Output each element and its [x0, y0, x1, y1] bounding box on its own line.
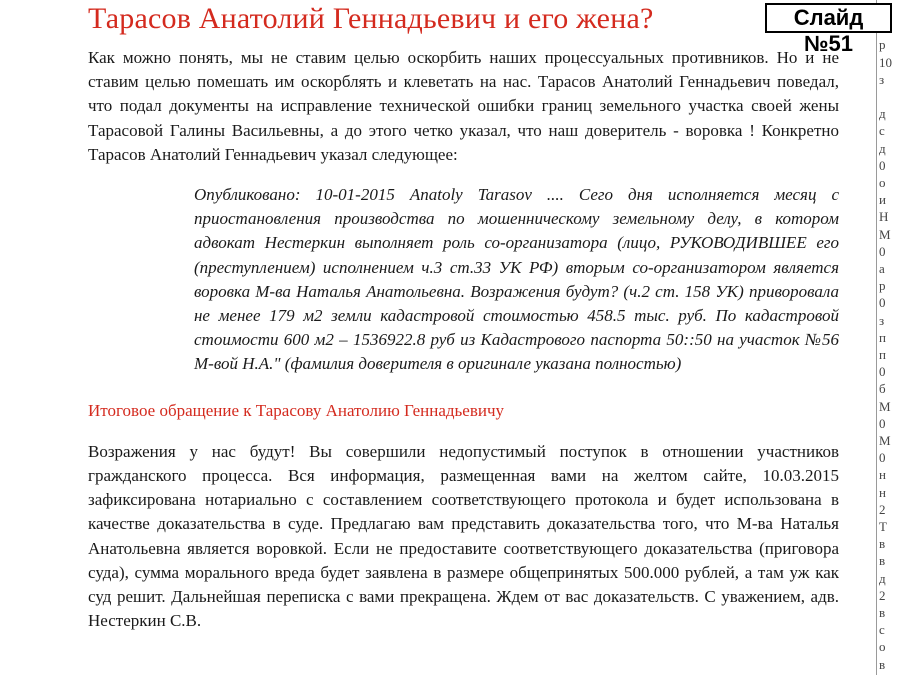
adjacent-page-strip [876, 0, 900, 675]
side-fragment: п [879, 329, 886, 345]
side-fragment: н [879, 484, 886, 500]
intro-paragraph: Как можно понять, мы не ставим целью оскорбить наших процессуальных противников. Но и не ставим целью помешать им оскорблять и клеветать на нас. Тарасов Анатолий Геннадьевич поведал, что подал документы на исправление технической ошибки границ земельного участка своей жены Тарасовой Галины Васильевны, а до этого четко указал, что наш доверитель - воровка ! Конкретно Тарасов Анатолий Геннадьевич указал следующее: [88, 48, 839, 164]
document-body [88, 46, 839, 633]
side-fragment: 2 [879, 501, 886, 517]
side-fragment: 0 [879, 450, 886, 466]
side-fragment: с [879, 123, 885, 139]
final-paragraph: Возражения у нас будут! Вы совершили недопустимый поступок в отношении участников гражданского процесса. Вся информация, размещенная вами на желтом сайте, 10.03.2015 зафиксирована нотариально с составлением соответствующего протокола и будет использована в качестве доказательства в суде. Предлагаю вам представить доказательства того, что М-ва Наталья Анатольевна является воровкой. Если не предоставите соответствующего доказательства (приговора суда), сумма морального вреда будет заявлена в размере общепринятых 500.000 рублей, а там уж как суд решит. Дальнейшая переписка с вами прекращена. Ждем от вас доказательств. С уважением, адв. Нестеркин С.В. [88, 441, 839, 631]
side-fragment: Т [879, 519, 887, 534]
side-fragment: 0 [879, 295, 886, 311]
side-fragment: д [879, 106, 886, 122]
side-fragment: М [879, 433, 891, 448]
side-fragment: в [879, 536, 886, 552]
side-fragment: з [879, 312, 885, 328]
side-fragment: р [879, 278, 886, 294]
side-fragment: в [879, 553, 886, 569]
side-fragment: 2 [879, 587, 886, 603]
side-fragment: М [879, 398, 891, 414]
side-fragment: з [879, 71, 885, 87]
side-fragment: 0 [879, 243, 886, 259]
side-fragment: М [879, 226, 891, 242]
side-fragment: 0 [879, 415, 886, 431]
side-fragment: Н [879, 209, 889, 225]
side-fragment: 10 [879, 54, 892, 70]
side-fragment: б [879, 381, 886, 397]
side-fragment: д [879, 140, 886, 156]
side-fragment: д [879, 570, 886, 586]
quoted-post: Опубликовано: 10-01-2015 Anatoly Tarasov .... Сего дня исполняется месяц с приостановления производства по мошенническому земельному делу, в котором адвокат Нестеркин выполняет роль со-организатора (лицо, РУКОВОДИВШЕЕ его (преступлением) исполнением ч.3 ст.33 УК РФ) вторым со-организатором является воровка М-ва Наталья Анатольевна. Возражения будут? (ч.2 ст. 158 УК) приворовала не менее 179 м2 земли кадастровой стоимостью 458.5 тыс. руб. По кадастровой стоимости 600 м2 – 1536922.8 руб из Кадастрового паспорта 50::50 на участок №56 М-вой Н.А." (фамилия доверителя в оригинале указана полностью) [194, 185, 839, 374]
section-heading: Итоговое обращение к Тарасову Анатолию Геннадьевичу [88, 400, 505, 420]
side-fragment: с [879, 622, 885, 638]
side-fragment: в [879, 656, 886, 672]
side-fragment: р [879, 37, 886, 53]
side-fragment: а [879, 261, 885, 276]
side-fragment: п [879, 347, 886, 362]
side-fragment: в [879, 605, 886, 620]
slide-number-badge: Слайд №51 [765, 3, 892, 33]
side-fragment: н [879, 467, 886, 483]
page-title: Тарасов Анатолий Геннадьевич и его жена? [88, 2, 654, 35]
side-fragment: о [879, 175, 886, 190]
side-fragment: 0 [879, 364, 886, 380]
side-fragment: 0 [879, 157, 886, 173]
side-fragment: о [879, 639, 886, 655]
side-fragment: и [879, 192, 886, 208]
